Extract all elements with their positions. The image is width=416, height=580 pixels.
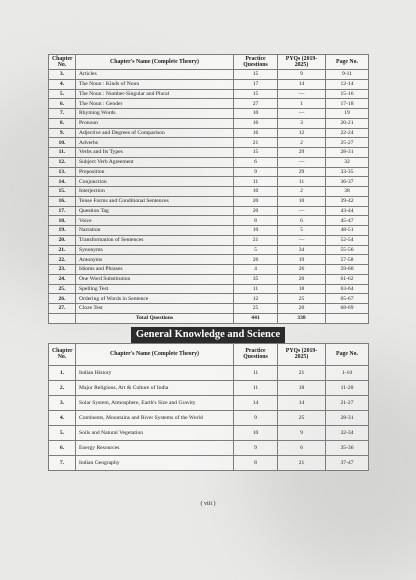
chapter-name: Indian Geography xyxy=(76,455,234,470)
page-no: 43-44 xyxy=(326,206,369,216)
practice-questions: 11 xyxy=(234,365,278,380)
pyqs: 26 xyxy=(278,265,326,275)
pyqs: 5 xyxy=(278,226,326,236)
page-no: 25-27 xyxy=(326,138,369,148)
chapter-no: 2. xyxy=(49,380,76,395)
chapter-name: Pronoun xyxy=(76,118,234,128)
table-row xyxy=(49,274,369,284)
practice-questions: 14 xyxy=(234,395,278,410)
table-row xyxy=(49,380,369,395)
pyqs: 1 xyxy=(278,99,326,109)
column-header: PYQs (2019-2025) xyxy=(278,343,326,365)
practice-questions: 27 xyxy=(234,99,278,109)
practice-questions: 8 xyxy=(234,455,278,470)
table-row xyxy=(49,245,369,255)
page-no: 28-31 xyxy=(326,148,369,158)
chapter-no: 27. xyxy=(49,304,76,314)
chapter-name: Preposition xyxy=(76,167,234,177)
practice-questions: 9 xyxy=(234,410,278,425)
page-no: 52-54 xyxy=(326,235,369,245)
chapter-name: Subject Verb Agreement xyxy=(76,157,234,167)
page-no: 65-67 xyxy=(326,294,369,304)
chapter-name: Major Religions, Art & Culture of India xyxy=(76,380,234,395)
chapter-no: 24. xyxy=(49,274,76,284)
table-row xyxy=(49,304,369,314)
pyqs: 19 xyxy=(278,255,326,265)
pyqs: 6 xyxy=(278,216,326,226)
chapter-name: Conjunction xyxy=(76,177,234,187)
column-header: Chapter No. xyxy=(49,55,76,70)
pyqs: 9 xyxy=(278,425,326,440)
pyqs: 20 xyxy=(278,274,326,284)
chapter-no: 12. xyxy=(49,157,76,167)
chapter-name: Solar System, Atmosphere, Earth's Size and Gravity xyxy=(76,395,234,410)
practice-questions: 10 xyxy=(234,226,278,236)
table-row xyxy=(49,187,369,197)
table-row xyxy=(49,294,369,304)
pyqs: — xyxy=(278,109,326,119)
column-header: Chapter No. xyxy=(49,343,76,365)
chapter-name: The Noun : Number-Singular and Plural xyxy=(76,89,234,99)
chapter-name: Antonyms xyxy=(76,255,234,265)
chapter-no: 23. xyxy=(49,265,76,275)
chapter-no: 1. xyxy=(49,365,76,380)
practice-questions: 10 xyxy=(234,109,278,119)
pyqs: 10 xyxy=(278,196,326,206)
chapter-name: Idioms and Phrases xyxy=(76,265,234,275)
total-label: Total Questions xyxy=(76,313,234,323)
practice-questions: 20 xyxy=(234,206,278,216)
table-row xyxy=(49,255,369,265)
chapter-name: The Noun : Gender xyxy=(76,99,234,109)
gk-chapters-table xyxy=(48,343,369,471)
pyqs: 25 xyxy=(278,294,326,304)
practice-questions: 16 xyxy=(234,128,278,138)
page-no: 28-31 xyxy=(326,410,369,425)
chapter-name: Articles xyxy=(76,70,234,80)
chapter-no: 3. xyxy=(49,395,76,410)
practice-questions: 21 xyxy=(234,235,278,245)
chapter-name: Adjective and Degrees of Comparison xyxy=(76,128,234,138)
table-row xyxy=(49,284,369,294)
chapter-name: Indian History xyxy=(76,365,234,380)
page-no: 19 xyxy=(326,109,369,119)
table-row xyxy=(49,395,369,410)
chapter-no: 14. xyxy=(49,177,76,187)
table-row xyxy=(49,235,369,245)
column-header: Page No. xyxy=(326,343,369,365)
chapter-name: The Noun : Kinds of Noun xyxy=(76,79,234,89)
chapter-no: 4. xyxy=(49,79,76,89)
table-row xyxy=(49,365,369,380)
page-no: 11-20 xyxy=(326,380,369,395)
practice-questions: 5 xyxy=(234,245,278,255)
page-no: 48-51 xyxy=(326,226,369,236)
chapter-name: Spelling Test xyxy=(76,284,234,294)
table-row xyxy=(49,99,369,109)
blank-cell xyxy=(49,313,76,323)
chapter-no: 3. xyxy=(49,70,76,80)
pyqs: 3 xyxy=(278,118,326,128)
practice-questions: 15 xyxy=(234,148,278,158)
page-no: 36-37 xyxy=(326,177,369,187)
total-pyqs: 338 xyxy=(278,313,326,323)
table-row xyxy=(49,177,369,187)
table-row xyxy=(49,216,369,226)
table-row xyxy=(49,167,369,177)
page-no: 32 xyxy=(326,157,369,167)
chapter-no: 16. xyxy=(49,196,76,206)
practice-questions: 20 xyxy=(234,196,278,206)
chapter-no: 5. xyxy=(49,89,76,99)
column-header: PYQs (2019-2025) xyxy=(278,55,326,70)
table-row xyxy=(49,226,369,236)
page-no: 32-34 xyxy=(326,425,369,440)
page-no: 9-11 xyxy=(326,70,369,80)
contents-page xyxy=(48,54,368,471)
pyqs: 9 xyxy=(278,70,326,80)
chapter-no: 22. xyxy=(49,255,76,265)
page-no: 57-58 xyxy=(326,255,369,265)
table-header-row xyxy=(49,343,369,365)
page-no: 21-27 xyxy=(326,395,369,410)
page-no: 63-64 xyxy=(326,284,369,294)
pyqs: — xyxy=(278,89,326,99)
pyqs: 20 xyxy=(278,304,326,314)
practice-questions: 16 xyxy=(234,118,278,128)
practice-questions: 12 xyxy=(234,294,278,304)
page-no: 35-36 xyxy=(326,440,369,455)
chapter-name: Synonyms xyxy=(76,245,234,255)
chapter-no: 10. xyxy=(49,138,76,148)
pyqs: 12 xyxy=(278,128,326,138)
page-no: 45-47 xyxy=(326,216,369,226)
table-row xyxy=(49,265,369,275)
page-no: 1-10 xyxy=(326,365,369,380)
pyqs: — xyxy=(278,157,326,167)
practice-questions: 21 xyxy=(234,138,278,148)
chapter-no: 15. xyxy=(49,187,76,197)
page-no: 68-69 xyxy=(326,304,369,314)
practice-questions: 11 xyxy=(234,284,278,294)
column-header: Practice Questions xyxy=(234,343,278,365)
chapter-name: Soils and Natural Vegetation xyxy=(76,425,234,440)
practice-questions: 4 xyxy=(234,265,278,275)
table-row xyxy=(49,89,369,99)
page-no: 59-60 xyxy=(326,265,369,275)
chapter-name: Energy Resources xyxy=(76,440,234,455)
table-row xyxy=(49,138,369,148)
chapter-name: Rhyming Words xyxy=(76,109,234,119)
chapter-no: 18. xyxy=(49,216,76,226)
column-header: Practice Questions xyxy=(234,55,278,70)
chapter-no: 6. xyxy=(49,440,76,455)
table-row xyxy=(49,70,369,80)
table-row xyxy=(49,118,369,128)
pyqs: 14 xyxy=(278,395,326,410)
practice-questions: 35 xyxy=(234,274,278,284)
table-row xyxy=(49,196,369,206)
pyqs: 21 xyxy=(278,365,326,380)
table-row xyxy=(49,148,369,158)
chapter-no: 9. xyxy=(49,128,76,138)
practice-questions: 10 xyxy=(234,187,278,197)
chapter-name: Narration xyxy=(76,226,234,236)
pyqs: 34 xyxy=(278,245,326,255)
page-no: 39-42 xyxy=(326,196,369,206)
table-row xyxy=(49,128,369,138)
pyqs: — xyxy=(278,235,326,245)
page-number: ( viii ) xyxy=(200,501,216,507)
pyqs: 11 xyxy=(278,177,326,187)
chapter-no: 7. xyxy=(49,109,76,119)
chapter-no: 17. xyxy=(49,206,76,216)
pyqs: 21 xyxy=(278,455,326,470)
chapter-no: 4. xyxy=(49,410,76,425)
page-no: 20-21 xyxy=(326,118,369,128)
pyqs: 2 xyxy=(278,138,326,148)
practice-questions: 25 xyxy=(234,304,278,314)
table-row xyxy=(49,455,369,470)
column-header: Chapter's Name (Complete Theory) xyxy=(76,343,234,365)
section-title-text: General Knowledge and Science xyxy=(131,327,285,343)
chapter-name: Question Tag xyxy=(76,206,234,216)
practice-questions: 15 xyxy=(234,70,278,80)
chapter-name: Voice xyxy=(76,216,234,226)
table-row xyxy=(49,79,369,89)
pyqs: 18 xyxy=(278,380,326,395)
total-practice: 441 xyxy=(234,313,278,323)
chapter-no: 11. xyxy=(49,148,76,158)
practice-questions: 10 xyxy=(234,425,278,440)
english-chapters-table xyxy=(48,54,369,324)
chapter-name: One Word Substitution xyxy=(76,274,234,284)
chapter-no: 26. xyxy=(49,294,76,304)
practice-questions: 8 xyxy=(234,216,278,226)
pyqs: 29 xyxy=(278,167,326,177)
table-row xyxy=(49,206,369,216)
chapter-name: Tense Forms and Conditional Sentences xyxy=(76,196,234,206)
pyqs: 18 xyxy=(278,284,326,294)
chapter-name: Interjection xyxy=(76,187,234,197)
pyqs: 6 xyxy=(278,440,326,455)
pyqs: 2 xyxy=(278,187,326,197)
page-no: 61-62 xyxy=(326,274,369,284)
page-no: 15-16 xyxy=(326,89,369,99)
column-header: Page No. xyxy=(326,55,369,70)
chapter-no: 8. xyxy=(49,118,76,128)
chapter-no: 6. xyxy=(49,99,76,109)
chapter-no: 20. xyxy=(49,235,76,245)
page-no: 12-14 xyxy=(326,79,369,89)
chapter-name: Transformation of Sentences xyxy=(76,235,234,245)
chapter-no: 13. xyxy=(49,167,76,177)
page-no: 55-56 xyxy=(326,245,369,255)
pyqs: 29 xyxy=(278,148,326,158)
page-no: 22-24 xyxy=(326,128,369,138)
blank-cell xyxy=(326,313,369,323)
section-title xyxy=(48,327,368,343)
table-row xyxy=(49,410,369,425)
practice-questions: 15 xyxy=(234,89,278,99)
chapter-no: 7. xyxy=(49,455,76,470)
practice-questions: 9 xyxy=(234,167,278,177)
table-row xyxy=(49,157,369,167)
pyqs: — xyxy=(278,206,326,216)
practice-questions: 11 xyxy=(234,380,278,395)
chapter-name: Adverbs xyxy=(76,138,234,148)
page-no: 17-18 xyxy=(326,99,369,109)
page-no: 37-47 xyxy=(326,455,369,470)
practice-questions: 9 xyxy=(234,440,278,455)
chapter-no: 25. xyxy=(49,284,76,294)
chapter-no: 21. xyxy=(49,245,76,255)
pyqs: 25 xyxy=(278,410,326,425)
chapter-no: 19. xyxy=(49,226,76,236)
chapter-no: 5. xyxy=(49,425,76,440)
table-header-row xyxy=(49,55,369,70)
page-no: 38 xyxy=(326,187,369,197)
table-row xyxy=(49,440,369,455)
chapter-name: Verbs and Its Types xyxy=(76,148,234,158)
practice-questions: 17 xyxy=(234,79,278,89)
practice-questions: 11 xyxy=(234,177,278,187)
table-row xyxy=(49,109,369,119)
chapter-name: Cloze Test xyxy=(76,304,234,314)
practice-questions: 26 xyxy=(234,255,278,265)
page-no: 33-35 xyxy=(326,167,369,177)
practice-questions: 6 xyxy=(234,157,278,167)
pyqs: 14 xyxy=(278,79,326,89)
total-row xyxy=(49,313,369,323)
table-row xyxy=(49,425,369,440)
column-header: Chapter's Name (Complete Theory) xyxy=(76,55,234,70)
chapter-name: Ordering of Words in Sentence xyxy=(76,294,234,304)
chapter-name: Continents, Mountains and River Systems of the World xyxy=(76,410,234,425)
